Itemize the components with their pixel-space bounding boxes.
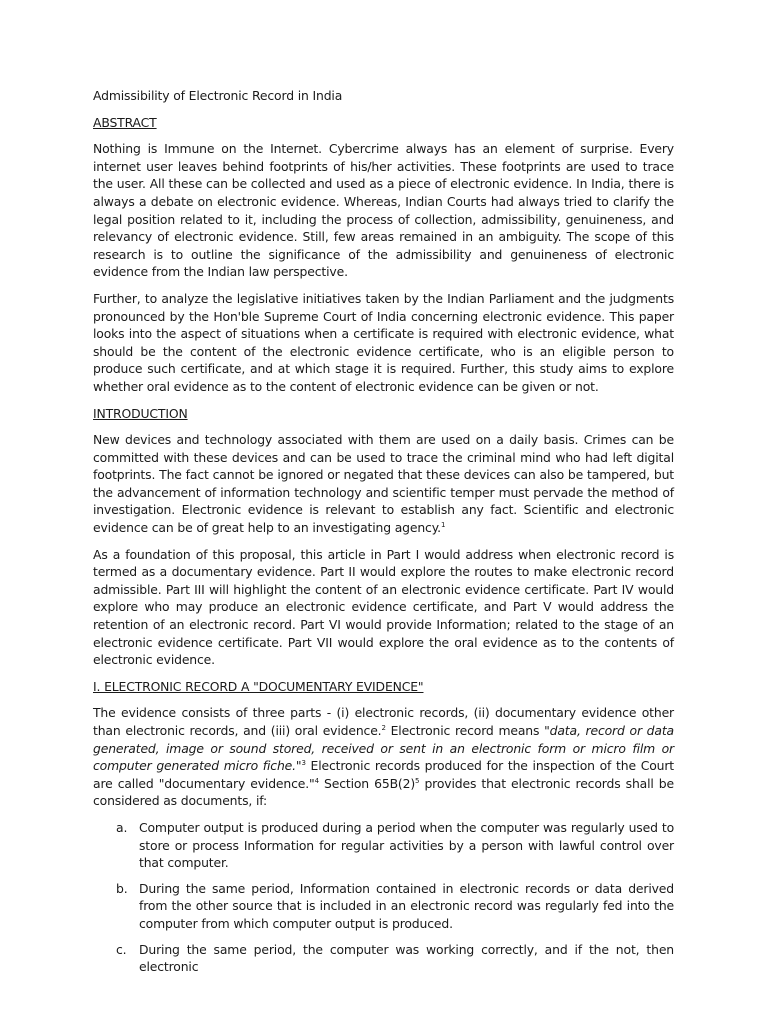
footnote-ref-2: 2 — [381, 724, 386, 732]
introduction-paragraph-1 — [93, 431, 674, 537]
section-1-text-1: The evidence consists of three parts - (i) electronic records, (ii) documentary evidence other than electronic records, and (iii) oral evidence. — [93, 705, 674, 738]
section-1-text-2: Electronic record means — [385, 723, 545, 738]
list-item — [93, 941, 674, 976]
section-1-paragraph — [93, 704, 674, 810]
introduction-paragraph-2: As a foundation of this proposal, this article in Part I would address when electronic record is termed as a documentary evidence. Part II would explore the routes to make electronic record admissible. Part III will highlight the content of an electronic evidence certificate. Part IV would explore who may produce an electronic evidence certificate, and Part V would address the retention of an electronic record. Part VI would provide Information; related to the stage of an electronic evidence certificate. Part VII would explore the oral evidence as to the contents of electronic evidence. — [93, 546, 674, 668]
section-1-text-5: provides that electronic records shall be considered as documents, if: — [93, 775, 674, 809]
footnote-ref-5: 5 — [415, 776, 420, 785]
footnote-ref-1: 1 — [440, 521, 446, 530]
document-body — [93, 87, 674, 976]
footnote-ref-4: 4 — [314, 776, 319, 785]
introduction-paragraph-1-text: New devices and technology associated with them are used on a daily basis. Crimes can be committed with these devices and can be used to trace the criminal mind who had left digital footprints. The fact cannot be ignored or negated that these devices can also be tampered, but the advancement of information technology and scientific temper must pervade the method of investigation. Electronic evidence is relevant to establish any fact. Scientific and electronic evidence can be of great help to an investigating agency. — [93, 432, 674, 536]
abstract-paragraph-1: Nothing is Immune on the Internet. Cybercrime always has an element of surprise. Every internet user leaves behind footprints of his/her activities. These footprints are used to trace the user. All these can be collected and used as a piece of electronic evidence. In India, there is always a debate on electronic evidence. Whereas, Indian Courts had always tried to clarify the legal position related to it, including the process of collection, admissibility, genuineness, and relevancy of electronic evidence. Still, few areas remained in an ambiguity. The scope of this research is to outline the significance of the admissibility and genuineness of electronic evidence from the Indian law perspective. — [93, 141, 674, 280]
list-item-text: Computer output is produced during a period when the computer was regularly used to store or process Information for regular activities by a person with lawful control over that computer. — [139, 819, 674, 871]
conditions-list — [93, 819, 674, 976]
document-title: Admissibility of Electronic Record in India — [93, 88, 343, 103]
section-1-text-3: Electronic records produced for the inspection of the Court are called "documentary evidence." — [93, 758, 674, 791]
abstract-paragraph-2: Further, to analyze the legislative initiatives taken by the Indian Parliament and the judgments pronounced by the Hon'ble Supreme Court of India concerning electronic evidence. This paper looks into the aspect of situations when a certificate is required with electronic evidence, what should be the content of the electronic evidence certificate, who is an eligible person to produce such certificate, and at which stage it is required. Further, this study aims to explore whether oral evidence as to the content of electronic evidence can be given or not. — [93, 290, 674, 394]
footnote-ref-3: 3 — [301, 759, 306, 768]
electronic-record-definition-quote: "data, record or data generated, image or sound stored, received or sent in an electronic form or micro film or computer generated micro fiche." — [93, 723, 674, 774]
abstract-heading: ABSTRACT — [93, 114, 157, 130]
list-item — [93, 819, 674, 872]
list-marker: b. — [116, 880, 128, 896]
list-item-text: During the same period, Information contained in electronic records or data derived from the other source that is included in an electronic record was regularly fed into the computer from which computer output is produced. — [139, 880, 674, 931]
introduction-heading: INTRODUCTION — [93, 405, 188, 421]
section-1-text-4: Section 65B(2) — [318, 775, 416, 791]
list-item-text: During the same period, the computer was working correctly, and if the not, then electronic — [139, 941, 674, 975]
list-marker: a. — [116, 819, 128, 835]
list-marker: c. — [116, 941, 127, 957]
list-item — [93, 880, 674, 933]
section-1-heading: I. ELECTRONIC RECORD A "DOCUMENTARY EVIDENCE" — [93, 678, 424, 694]
